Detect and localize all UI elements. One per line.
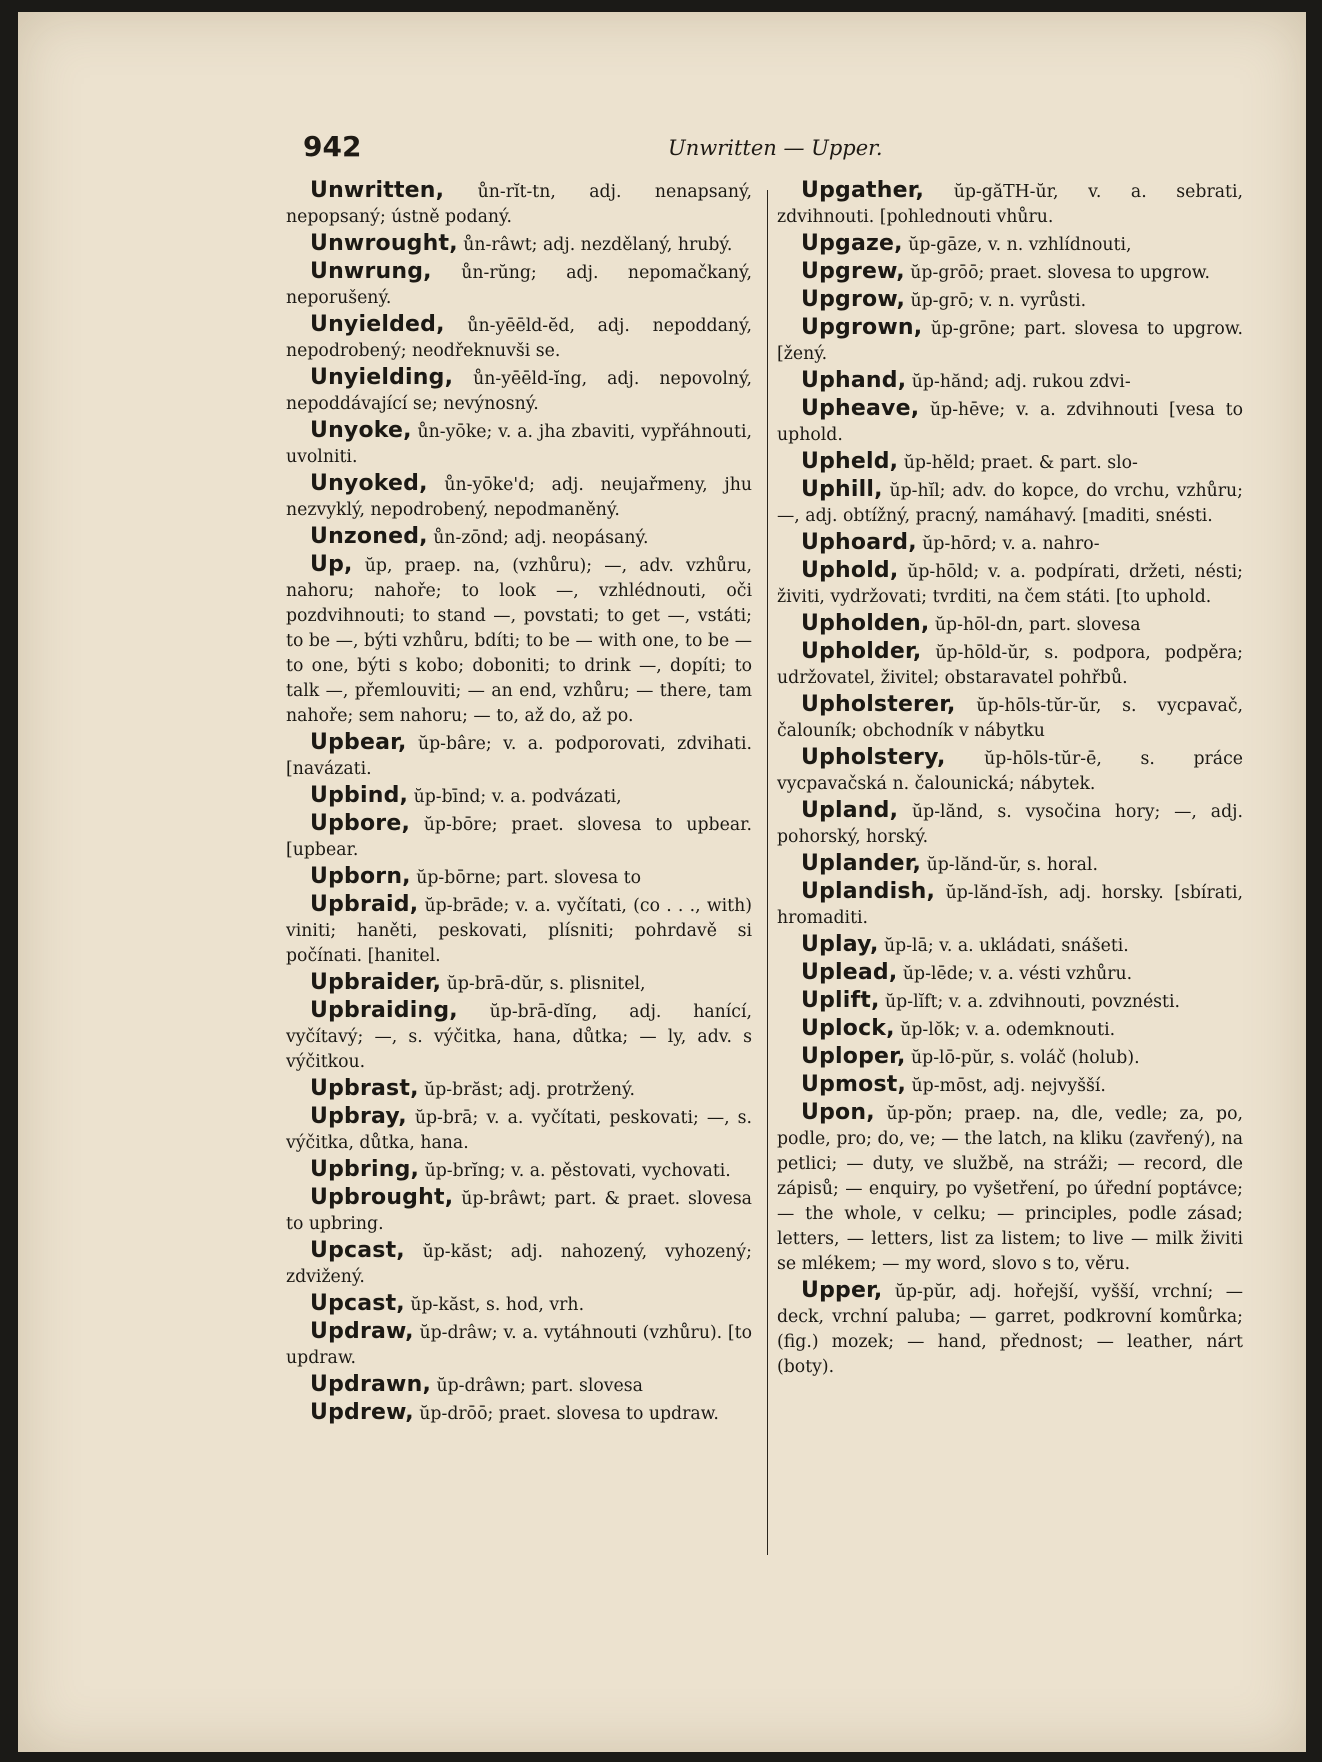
headword: Uphand, — [801, 368, 907, 393]
dictionary-entry — [777, 530, 1243, 557]
headword: Updraw, — [310, 1319, 414, 1344]
headword: Upgrown, — [801, 315, 923, 340]
entry-definition: ŭp-bōrne; part. slovesa to — [410, 868, 642, 888]
dictionary-entry — [286, 811, 752, 863]
headword: Upborn, — [310, 864, 411, 889]
entry-definition: ŭp-hōrd; v. a. nahro- — [916, 534, 1100, 554]
headword: Uphill, — [801, 477, 883, 502]
headword: Updrawn, — [310, 1372, 431, 1397]
dictionary-entry — [777, 960, 1243, 987]
dictionary-entry — [777, 287, 1243, 314]
left-column — [286, 178, 752, 1428]
headword: Upbraiding, — [310, 998, 458, 1023]
headword: Unyielded, — [310, 312, 445, 337]
entry-definition: ŭp-brâwt; part. & praet. slovesa to upbring. — [286, 1189, 752, 1234]
headword: Unyoked, — [310, 471, 428, 496]
dictionary-entry — [286, 1372, 752, 1399]
entry-definition: ŭp-lĭft; v. a. zdvihnouti, povznésti. — [879, 992, 1181, 1012]
headword: Uplift, — [801, 988, 880, 1013]
dictionary-entry — [777, 932, 1243, 959]
headword: Upgrow, — [801, 287, 905, 312]
headword: Upbraider, — [310, 970, 442, 995]
entry-definition: ŭp-brā; v. a. vyčítati, peskovati; —, s. výčitka, důtka, hana. — [286, 1108, 752, 1153]
dictionary-entry — [777, 879, 1243, 931]
dictionary-entry — [777, 1072, 1243, 1099]
headword: Upbrast, — [310, 1076, 419, 1101]
headword: Unwritten, — [310, 178, 445, 203]
entry-definition: ŭp-lā; v. a. ukládati, snášeti. — [878, 936, 1129, 956]
headword: Upland, — [801, 798, 899, 823]
entry-definition: ŭp-grō; v. n. vyrůsti. — [905, 291, 1087, 311]
dictionary-entry — [286, 1157, 752, 1184]
dictionary-entry — [286, 1076, 752, 1103]
entry-definition: ůn-rĭt-tn, adj. nenapsaný, nepopsaný; ústně podaný. — [286, 182, 752, 227]
headword: Upheld, — [801, 449, 899, 474]
entry-definition: ŭp-hōld-ŭr, s. podpora, podpěra; udržovatel, živitel; obstaravatel pohřbů. — [777, 643, 1243, 688]
entry-definition: ŭp-hōld; v. a. podpírati, držeti, nésti; živiti, vydržovati; tvrditi, na čem státi. [to uphold. — [777, 562, 1243, 607]
entry-definition: ŭp-drâw; v. a. vytáhnouti (vzhůru). [to updraw. — [286, 1323, 752, 1368]
entry-definition: ŭp-lō-pŭr, s. voláč (holub). — [905, 1048, 1140, 1068]
entry-definition: ŭp-hĭl; adv. do kopce, do vrchu, vzhůru; —, adj. obtížný, pracný, namáhavý. [maditi, snésti. — [777, 481, 1243, 526]
dictionary-entry — [286, 471, 752, 523]
entry-definition: ŭp-lŏk; v. a. odemknouti. — [894, 1020, 1116, 1040]
dictionary-entry — [286, 524, 752, 551]
headword: Unyoke, — [310, 418, 412, 443]
running-head: Unwritten — Upper. — [668, 136, 883, 160]
dictionary-entry — [286, 1104, 752, 1156]
dictionary-entry — [777, 798, 1243, 850]
headword: Upbind, — [310, 783, 409, 808]
right-column — [777, 178, 1243, 1381]
dictionary-entry — [777, 368, 1243, 395]
entry-definition: ŭp, praep. na, (vzhůru); —, adv. vzhůru, nahoru; nahoře; to look —, vzhlédnouti, oči pozdvihnouti; to stand —, povstati; to get —, vstáti; to be —, býti vzhůru, bdíti; to be — with one, to be — to one, býti s kobo; doboniti; to drink —, dopíti; to talk —, přemlouviti; — an end, vzhůru; — there, tam nahoře; sem nahoru; — to, až do, až po. — [286, 556, 752, 726]
dictionary-entry — [286, 365, 752, 417]
entry-definition: ŭp-grōō; praet. slovesa to upgrow. — [904, 263, 1211, 283]
entry-definition: ŭp-hōls-tŭr-ē, s. práce vycpavačská n. čalounická; nábytek. — [777, 749, 1243, 794]
headword: Upbrought, — [310, 1185, 454, 1210]
entry-definition: ŭp-drōō; praet. slovesa to updraw. — [413, 1404, 719, 1424]
dictionary-entry — [777, 1044, 1243, 1071]
dictionary-entry — [777, 259, 1243, 286]
entry-definition: ůn-yōke; v. a. jha zbaviti, vypřáhnouti, uvolniti. — [286, 422, 752, 467]
dictionary-entry — [777, 1278, 1243, 1380]
entry-definition: ŭp-lēde; v. a. vésti vzhůru. — [897, 964, 1133, 984]
dictionary-entry — [286, 864, 752, 891]
entry-definition: ŭp-brāde; v. a. vyčítati, (co . . ., with) viniti; haněti, peskovati, plísniti; pohrdavě si počínati. [hanitel. — [286, 896, 752, 966]
entry-definition: ŭp-hōl-dn, part. slovesa — [929, 615, 1141, 635]
dictionary-entry — [286, 178, 752, 230]
entry-definition: ŭp-mōst, adj. nejvyšší. — [906, 1076, 1106, 1096]
entry-definition: ŭp-drâwn; part. slovesa — [431, 1376, 643, 1396]
headword: Uphold, — [801, 558, 899, 583]
entry-definition: ŭp-hōls-tŭr-ŭr, s. vycpavač, čalouník; obchodník v nábytku — [777, 696, 1243, 741]
dictionary-entry — [777, 692, 1243, 744]
headword: Uploper, — [801, 1044, 906, 1069]
entry-definition: ŭp-hĕld; praet. & part. slo- — [898, 453, 1138, 473]
dictionary-entry — [286, 418, 752, 470]
headword: Uplock, — [801, 1016, 895, 1041]
headword: Upholstery, — [801, 745, 946, 770]
entry-definition: ŭp-kăst, s. hod, vrh. — [404, 1295, 585, 1315]
dictionary-entry — [286, 970, 752, 997]
entry-definition: ůn-zōnd; adj. neopásaný. — [427, 528, 649, 548]
headword: Unwrought, — [310, 231, 458, 256]
dictionary-entry — [777, 558, 1243, 610]
entry-definition: ŭp-brā-dŭr, s. plisnitel, — [441, 974, 646, 994]
dictionary-entry — [286, 1185, 752, 1237]
headword: Upbraid, — [310, 892, 419, 917]
dictionary-entry — [777, 1016, 1243, 1043]
dictionary-entry — [777, 449, 1243, 476]
headword: Upcast, — [310, 1291, 405, 1316]
headword: Upmost, — [801, 1072, 907, 1097]
dictionary-entry — [286, 552, 752, 729]
entry-definition: ůn-yēēld-ĭng, adj. nepovolný, nepoddávající se; nevýnosný. — [286, 369, 752, 414]
headword: Up, — [310, 552, 353, 577]
entry-definition: ŭp-pŭr, adj. hořejší, vyšší, vrchní; — deck, vrchní paluba; — garret, podkrovní komůrka; (fig.) mozek; — hand, přednost; — leather, nárt (boty). — [777, 1282, 1243, 1377]
dictionary-entry — [777, 477, 1243, 529]
dictionary-entry — [286, 783, 752, 810]
dictionary-entry — [286, 259, 752, 311]
headword: Unwrung, — [310, 259, 432, 284]
dictionary-entry — [777, 396, 1243, 448]
dictionary-entry — [286, 1400, 752, 1427]
entry-definition: ŭp-bâre; v. a. podporovati, zdvihati. [navázati. — [286, 734, 752, 779]
entry-definition: ůn-yēēld-ĕd, adj. nepoddaný, nepodrobený; neodřeknuvši se. — [286, 316, 752, 361]
dictionary-entry — [286, 892, 752, 969]
entry-definition: ůn-yōke'd; adj. neujařmeny, jhu nezvyklý, nepodrobený, nepodmaněný. — [286, 475, 752, 520]
headword: Upholder, — [801, 639, 922, 664]
headword: Upon, — [801, 1100, 875, 1125]
headword: Upper, — [801, 1278, 883, 1303]
headword: Upholden, — [801, 611, 930, 636]
entry-definition: ŭp-grōne; part. slovesa to upgrow. [žený. — [777, 319, 1243, 364]
entry-definition: ůn-râwt; adj. nezdělaný, hrubý. — [457, 235, 733, 255]
entry-definition: ŭp-pŏn; praep. na, dle, vedle; za, po, podle, pro; do, ve; — the latch, na kliku (zavřený), na petlici; — duty, ve službě, na stráži; — record, dle zápisů; — enquiry, po vyšetření, po úřední poptávce; — the whole, v celku; — principles, podle zásad; letters, — letters, list za listem; to live — milk živiti se mlékem; — my word, slovo s to, věru. — [777, 1104, 1243, 1274]
dictionary-entry — [777, 231, 1243, 258]
headword: Uplandish, — [801, 879, 936, 904]
headword: Upgather, — [801, 178, 925, 203]
page-number: 942 — [303, 130, 362, 163]
headword: Uplander, — [801, 851, 922, 876]
headword: Upbray, — [310, 1104, 407, 1129]
page-header — [303, 130, 1258, 170]
entry-definition: ŭp-găTH-ŭr, v. a. sebrati, zdvihnouti. [pohlednouti vhůru. — [777, 182, 1243, 227]
entry-definition: ŭp-hănd; adj. rukou zdvi- — [906, 372, 1131, 392]
dictionary-entry — [286, 1238, 752, 1290]
entry-definition: ŭp-brăst; adj. protržený. — [418, 1080, 635, 1100]
entry-definition: ŭp-gāze, v. n. vzhlídnouti, — [902, 235, 1132, 255]
headword: Uplead, — [801, 960, 898, 985]
entry-definition: ŭp-bīnd; v. a. podvázati, — [408, 787, 622, 807]
headword: Unyielding, — [310, 365, 454, 390]
dictionary-entry — [286, 231, 752, 258]
dictionary-entry — [777, 178, 1243, 230]
headword: Uplay, — [801, 932, 879, 957]
headword: Updrew, — [310, 1400, 414, 1425]
headword: Uphoard, — [801, 530, 917, 555]
entry-definition: ŭp-lănd-ĭsh, adj. horsky. [sbírati, hromaditi. — [777, 883, 1243, 928]
entry-definition: ŭp-bōre; praet. slovesa to upbear. [upbear. — [286, 815, 752, 860]
entry-definition: ůn-rŭng; adj. nepomačkaný, neporušený. — [286, 263, 752, 308]
entry-definition: ŭp-lănd-ŭr, s. horal. — [921, 855, 1098, 875]
entry-definition: ŭp-hēve; v. a. zdvihnouti [vesa to uphold. — [777, 400, 1243, 445]
entry-definition: ŭp-brā-dĭng, adj. hanící, vyčítavý; —, s. výčitka, hana, důtka; — ly, adv. s výčitkou. — [286, 1002, 752, 1072]
headword: Upbore, — [310, 811, 411, 836]
dictionary-entry — [777, 639, 1243, 691]
headword: Upbring, — [310, 1157, 420, 1182]
dictionary-entry — [777, 315, 1243, 367]
headword: Upgrew, — [801, 259, 905, 284]
column-divider — [767, 190, 768, 1555]
entry-definition: ŭp-kăst; adj. nahozený, vyhozený; zdvižený. — [286, 1242, 752, 1287]
headword: Unzoned, — [310, 524, 428, 549]
dictionary-entry — [777, 745, 1243, 797]
headword: Upbear, — [310, 730, 407, 755]
dictionary-entry — [286, 998, 752, 1075]
headword: Upheave, — [801, 396, 920, 421]
dictionary-entry — [777, 1100, 1243, 1277]
dictionary-entry — [286, 312, 752, 364]
dictionary-entry — [777, 611, 1243, 638]
dictionary-entry — [777, 988, 1243, 1015]
entry-definition: ŭp-brĭng; v. a. pěstovati, vychovati. — [419, 1161, 731, 1181]
headword: Upcast, — [310, 1238, 405, 1263]
headword: Upholsterer, — [801, 692, 956, 717]
dictionary-entry — [777, 851, 1243, 878]
dictionary-entry — [286, 730, 752, 782]
headword: Upgaze, — [801, 231, 903, 256]
entry-definition: ŭp-lănd, s. vysočina hory; —, adj. pohorský, horský. — [777, 802, 1243, 847]
dictionary-entry — [286, 1319, 752, 1371]
dictionary-entry — [286, 1291, 752, 1318]
